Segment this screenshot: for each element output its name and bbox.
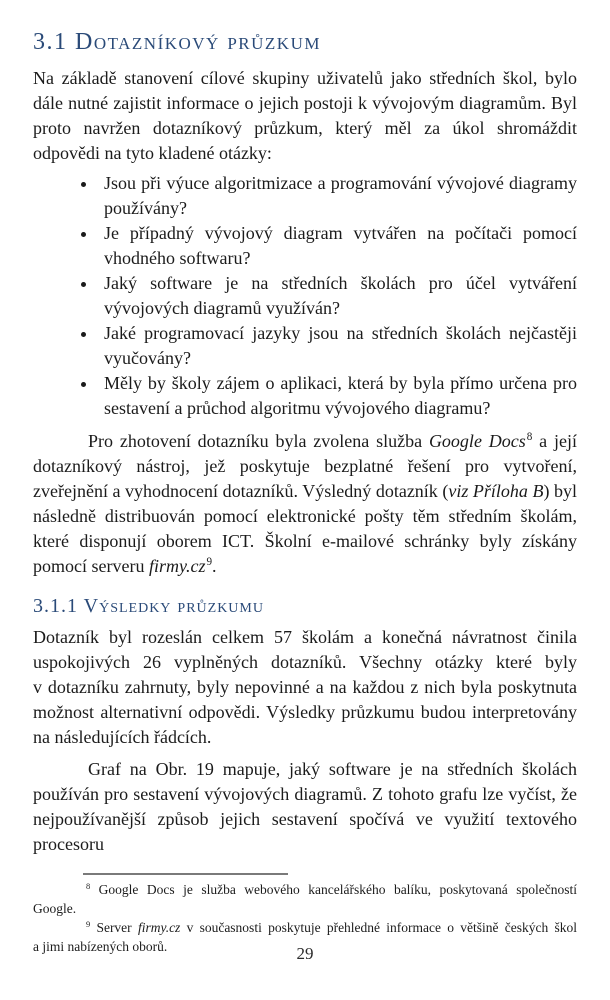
bullet-item: • Jsou při výuce algoritmizace a programování vývojové diagramy používány? xyxy=(98,171,577,221)
footnote-separator xyxy=(83,873,288,875)
bullet-item: • Měly by školy zájem o aplikaci, která by byla přímo určena pro sestavení a průchod algoritmu vývojového diagramu? xyxy=(98,371,577,421)
paragraph-intro: Na základě stanovení cílové skupiny uživatelů jako středních škol, bylo dále nutné zajistit informace o jejich postoji k vývojovým diagramům. Byl proto navržen dotazníkový průzkum, který měl za úkol shromáždit odpovědi na tyto kladené otázky: xyxy=(33,68,577,163)
paragraph-google-docs: Pro zhotovení dotazníku byla zvolena služba Google Docs$^8$ a její dotazníkový nástroj, jež poskytuje bezplatné řešení pro vytvoření, zveřejnění a vyhodnocení dotazníků. Výsledný dotazník (viz Příloha B) byl následně distribuován pomocí elektronické pošty těm středním školám, které disponují oborem ICT. Školní e-mailové schránky byly získány pomocí serveru $firmy.cz^9$. xyxy=(33,431,577,576)
section-heading: 3.1 Dotazníkový průzkum xyxy=(33,29,321,55)
page-number: 29 xyxy=(296,944,314,963)
paragraph-graph: Graf na Obr. 19 mapuje, jaký software je na středních školách používán pro sestavení vývojových diagramů. Z tohoto grafu lze vyčíst, že nejpoužívanější způsob jejich sestavení spočívá ve využití textového procesoru xyxy=(33,759,577,854)
bullet-item: • Jaký software je na středních školách pro účel vytváření vývojových diagramů využíván? xyxy=(98,271,577,321)
bullet-item: • Jaké programovací jazyky jsou na středních školách nejčastěji vyučovány? xyxy=(98,321,577,371)
paragraph-results: Dotazník byl rozeslán celkem 57 školám a konečná návratnost činila uspokojivých 26 vyplněných dotazníků. Všechny otázky které byly v dotazníku zahrnuty, byly nepovinné a na každou z nich byla poskytnuta možnost alternativní odpovědi. Výsledky průzkumu budou interpretovány na následujících řádcích. xyxy=(33,627,577,747)
subsection-heading: 3.1.1 Výsledky průzkumu xyxy=(33,595,264,617)
bullet-item: • Je případný vývojový diagram vytvářen na počítači pomocí vhodného softwaru? xyxy=(98,221,577,271)
question-bullet-list xyxy=(33,171,577,421)
footnote-8: $^8$ Google Docs je služba webového kancelářského balíku, poskytovaná společností Google. xyxy=(33,881,577,916)
footnote-9: $^9$ Server firmy.cz v současnosti poskytuje přehledné informace o většině českých škol a jimi nabízených oborů. xyxy=(33,919,577,954)
